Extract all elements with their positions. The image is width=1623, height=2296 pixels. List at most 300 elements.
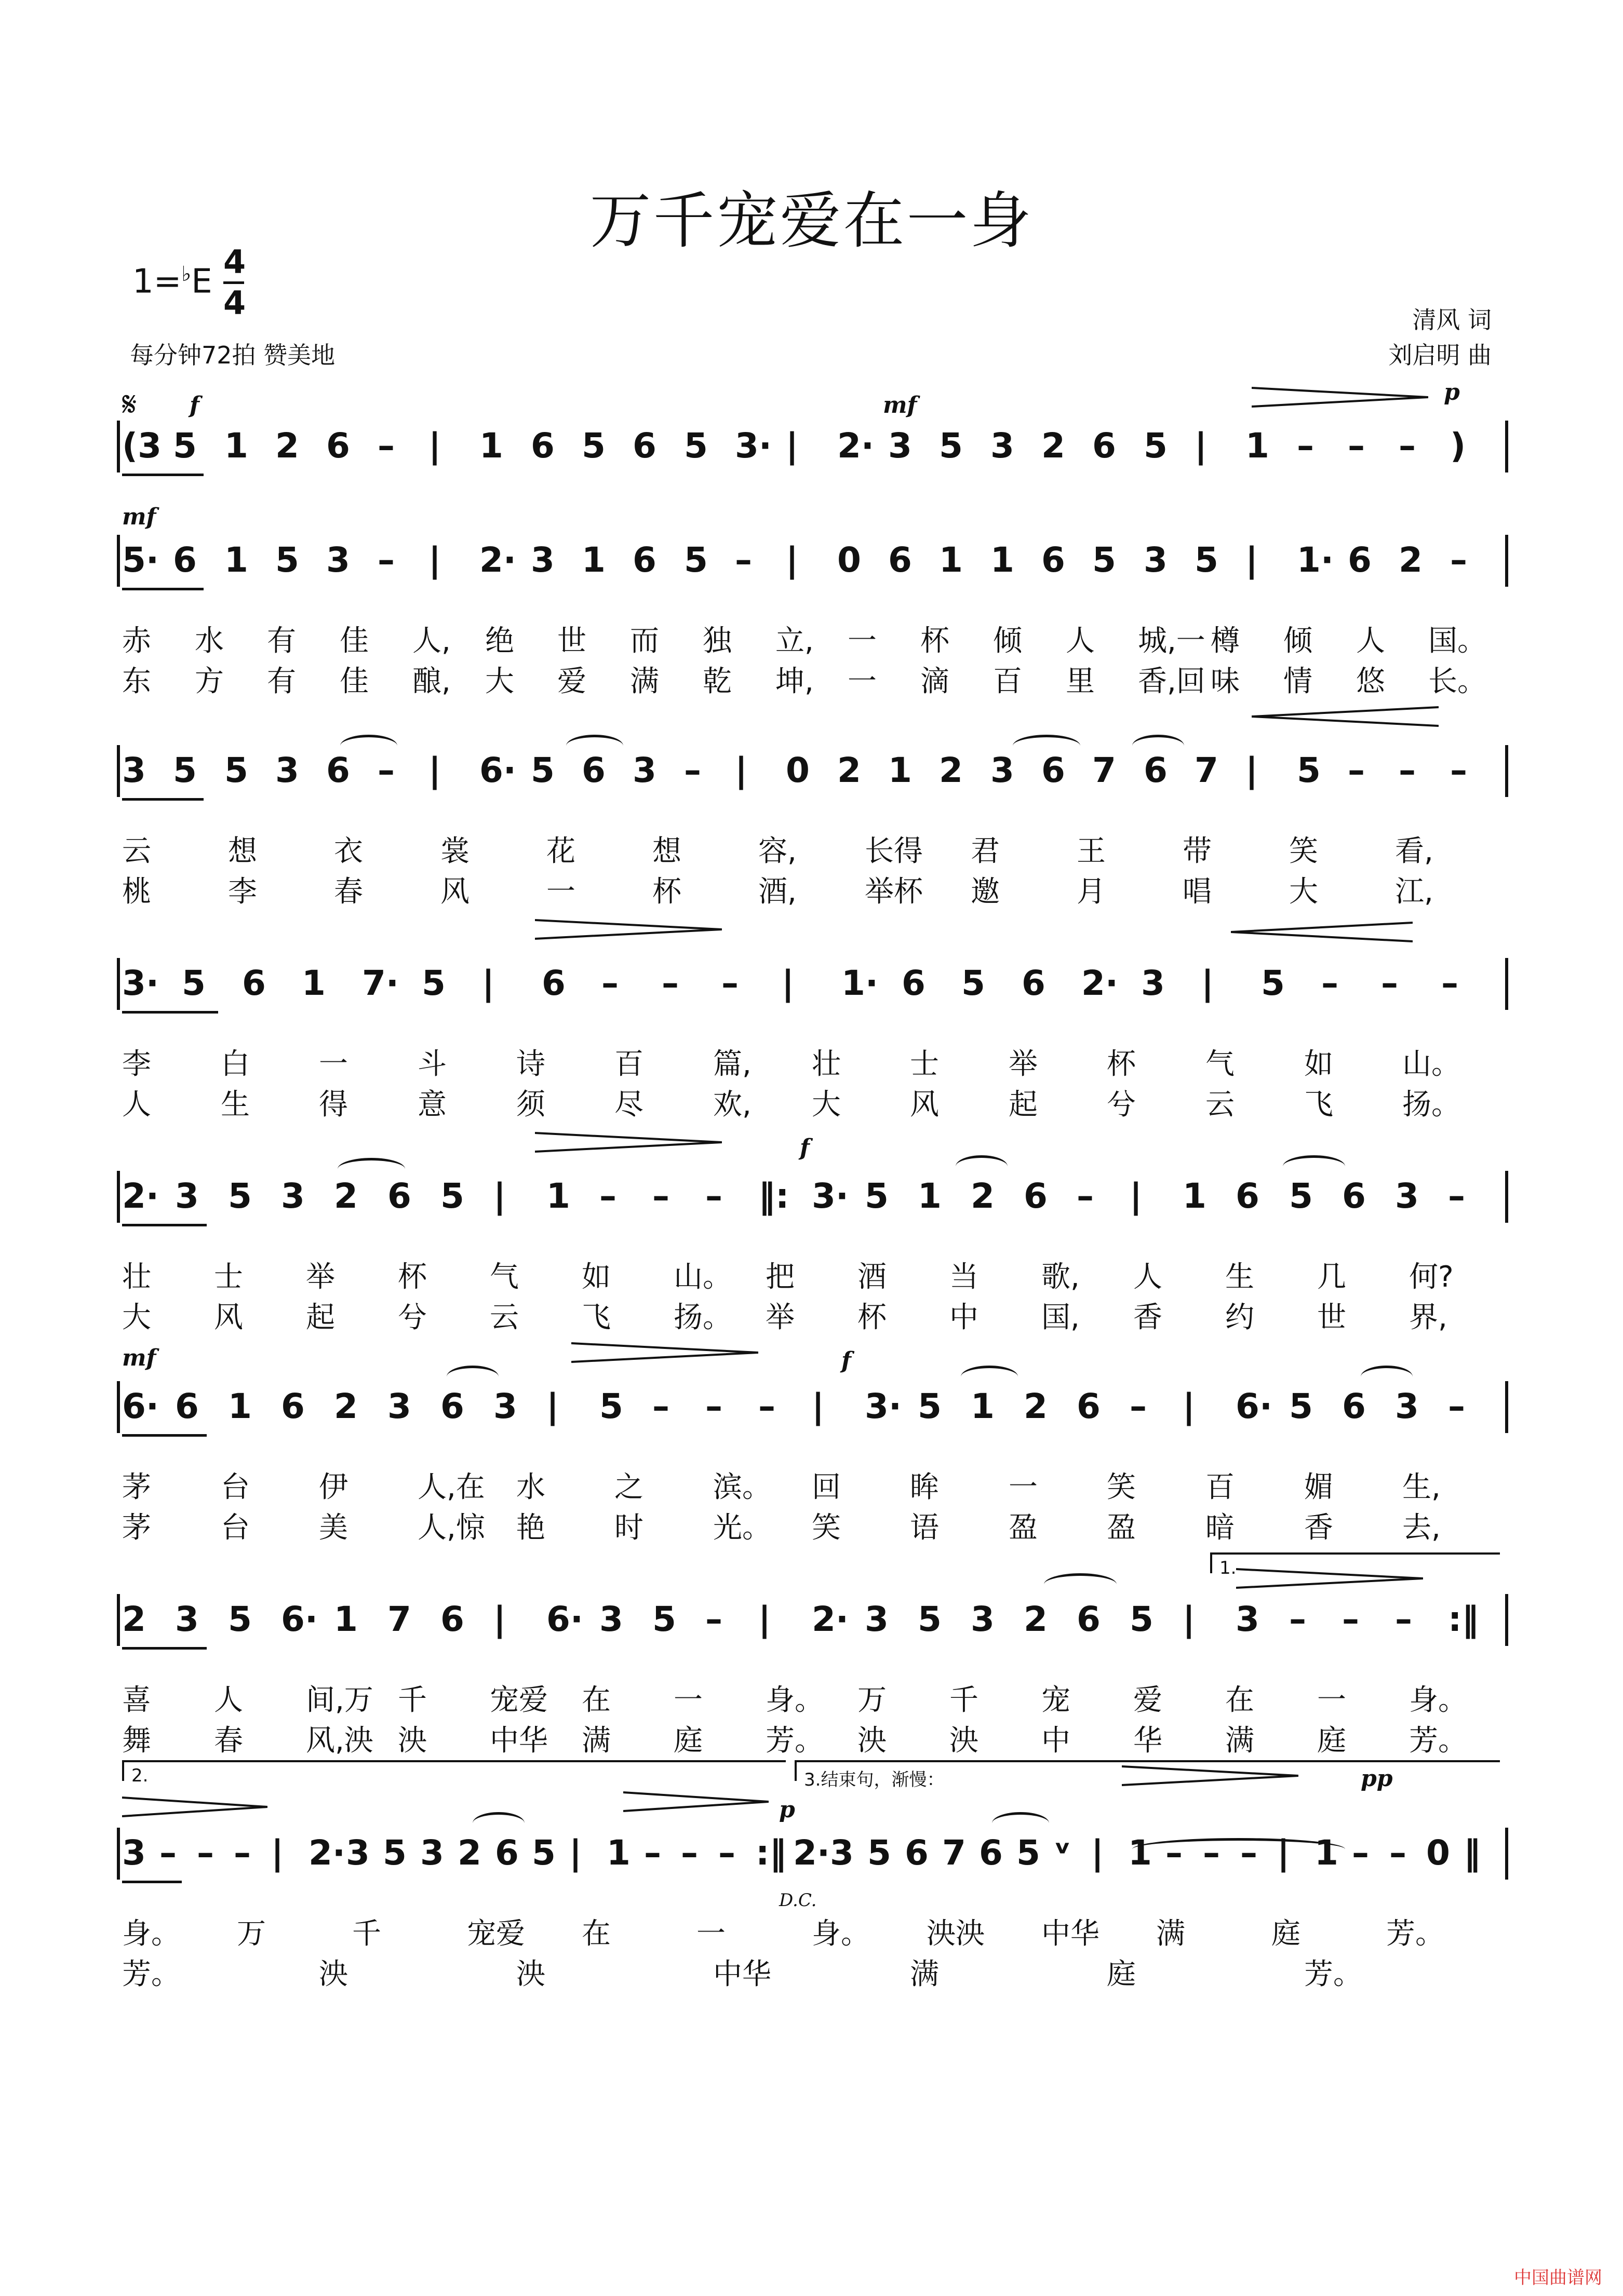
note: 1 [479, 426, 503, 466]
note: – [721, 963, 739, 1003]
barline-right [1505, 421, 1508, 472]
lyric-word: 兮 [1107, 1088, 1136, 1122]
note: 2· [793, 1833, 830, 1873]
lyric-word: 盈 [1107, 1511, 1136, 1545]
note: 2· [308, 1833, 345, 1873]
lyric-word: 千 [398, 1683, 427, 1717]
note: 3 [275, 750, 299, 790]
note: 5 [939, 426, 963, 466]
note: 1 [939, 540, 963, 580]
note: 5 [865, 1176, 889, 1216]
lyric-word: 百 [993, 665, 1022, 698]
barline-right [1505, 1381, 1508, 1433]
lyric-word: 几 [1317, 1260, 1346, 1294]
key-signature: 1=♭E [132, 262, 212, 301]
note: – [684, 750, 701, 790]
note: 5 [1297, 750, 1321, 790]
lyric-word: 起 [1009, 1088, 1038, 1122]
lyric-word: 樽 [1211, 624, 1240, 658]
lyric-word: 坤, [775, 665, 814, 698]
note: 1 [990, 540, 1014, 580]
lyric-word: 城,一 [1138, 624, 1205, 658]
barline: | [493, 1176, 506, 1216]
barline: | [1277, 1833, 1290, 1873]
lyric-word: 媚 [1304, 1470, 1333, 1504]
lyric-word: 人, [412, 624, 451, 658]
score-row [122, 1386, 1501, 1573]
note: 5 [1289, 1176, 1313, 1216]
note: 6 [1342, 1386, 1366, 1426]
lyric-word: 得 [319, 1088, 348, 1122]
note: 6 [905, 1833, 929, 1873]
lyric-word: 赤 [122, 624, 151, 658]
lyric-word: 芳。 [1386, 1917, 1444, 1951]
lyric-word: 杯 [1107, 1047, 1136, 1081]
note: 3 [865, 1599, 889, 1639]
lyric-word: 人 [1356, 624, 1385, 658]
note: – [1077, 1176, 1094, 1216]
lyric-word: 满 [1225, 1724, 1254, 1758]
note: 5 [684, 540, 708, 580]
note: 1 [228, 1386, 252, 1426]
note: 5 [918, 1599, 942, 1639]
lyric-line [122, 1294, 1501, 1334]
note: 0 [1426, 1833, 1450, 1873]
note: – [197, 1833, 214, 1873]
note: 2· [122, 1176, 159, 1216]
note: 6 [175, 1386, 199, 1426]
decrescendo-hairpin [535, 1132, 722, 1153]
page-title: 万千宠爱在一身 [589, 185, 1034, 256]
note: 6 [1077, 1386, 1101, 1426]
note: 3 [175, 1176, 199, 1216]
barline: | [1201, 963, 1214, 1003]
lyric-word: 百 [614, 1047, 643, 1081]
lyric-word: 泱 [319, 1957, 348, 1991]
barline: | [1091, 1833, 1104, 1873]
note: 3 [387, 1386, 411, 1426]
note: 5 [1195, 540, 1218, 580]
lyric-word: 杯 [920, 624, 949, 658]
note: – [1389, 1833, 1406, 1873]
lyric-word: 里 [1066, 665, 1095, 698]
slur-mark [340, 735, 397, 757]
lyric-word: 国。 [1428, 624, 1486, 658]
note: – [1352, 1833, 1369, 1873]
lyric-word: 大 [122, 1301, 151, 1334]
lyric-word: 滨。 [713, 1470, 771, 1504]
note: – [1450, 540, 1467, 580]
note-line [122, 1599, 1501, 1646]
lyric-word: 尽 [614, 1088, 643, 1122]
lyric-word: 满 [910, 1957, 939, 1991]
lyric-word: 人,在 [418, 1470, 485, 1504]
lyric-word: 宠爱 [467, 1917, 525, 1951]
lyric-word: 桃 [122, 875, 151, 909]
barline: :‖ [1448, 1599, 1479, 1639]
note: ᵛ [1054, 1833, 1071, 1873]
note: – [681, 1833, 698, 1873]
note: 3 [599, 1599, 623, 1639]
note: 6 [440, 1386, 464, 1426]
beam-underline [122, 798, 204, 801]
decrescendo-hairpin [1252, 387, 1428, 408]
lyric-word: 万 [237, 1917, 266, 1951]
lyric-word: 东 [122, 665, 151, 698]
note: 3· [735, 426, 772, 466]
lyric-word: 美 [319, 1511, 348, 1545]
lyric-word: 壮 [122, 1260, 151, 1294]
note: 6· [1236, 1386, 1272, 1426]
dynamic-f: f [841, 1347, 851, 1374]
slur-mark [566, 735, 623, 757]
lyric-word: 百 [1205, 1470, 1235, 1504]
note: 1· [1297, 540, 1334, 580]
watermark-logo: 中国曲谱网 [1514, 2267, 1602, 2288]
barline: | [271, 1833, 284, 1873]
note: 5 [275, 540, 299, 580]
note: – [1297, 426, 1314, 466]
lyric-word: 中华 [713, 1957, 771, 1991]
note: – [705, 1386, 722, 1426]
lyric-word: 立, [775, 624, 814, 658]
lyric-word: 芳。 [122, 1957, 180, 1991]
lyric-word: 壮 [812, 1047, 841, 1081]
lyric-word: 独 [703, 624, 732, 658]
barline-right [1505, 1171, 1508, 1223]
note: 6 [582, 750, 606, 790]
lyric-word: 春 [334, 875, 363, 909]
dynamic-mf: mf [122, 1345, 156, 1371]
note: – [652, 1386, 669, 1426]
lyric-word: 盈 [1009, 1511, 1038, 1545]
note-line [122, 750, 1501, 797]
lyric-word: 庭 [1271, 1917, 1300, 1951]
lyric-word: 台 [221, 1511, 250, 1545]
barline: | [428, 426, 441, 466]
lyric-line [122, 1464, 1501, 1504]
lyric-word: 长。 [1428, 665, 1486, 698]
note: (3 [122, 426, 162, 466]
lyric-word: 香,回 [1138, 665, 1205, 698]
lyric-word: 士 [910, 1047, 939, 1081]
score-row [122, 963, 1501, 1150]
lyric-word: 酒, [758, 875, 797, 909]
note: – [378, 750, 395, 790]
note: 2 [458, 1833, 481, 1873]
note: 1 [1183, 1176, 1206, 1216]
note: 6 [495, 1833, 519, 1873]
lyric-line [122, 618, 1501, 658]
lyric-word: 去, [1402, 1511, 1441, 1545]
lyric-word: 想 [652, 834, 681, 868]
lyric-word: 泱 [516, 1957, 545, 1991]
lyric-word: 佳 [340, 624, 369, 658]
lyric-word: 杯 [857, 1301, 887, 1334]
note: 5 [1144, 426, 1168, 466]
note: 5 [1092, 540, 1116, 580]
lyric-word: 身。 [1409, 1683, 1467, 1717]
note: 3 [346, 1833, 370, 1873]
lyric-word: 人 [214, 1683, 243, 1717]
note: 6 [1022, 963, 1045, 1003]
lyric-word: 水 [516, 1470, 545, 1504]
dynamic-p: p [1444, 379, 1460, 406]
lyric-word: 爱 [1133, 1683, 1162, 1717]
note: – [652, 1176, 669, 1216]
lyric-word: 李 [122, 1047, 151, 1081]
barline: | [735, 750, 748, 790]
note: 2 [122, 1599, 146, 1639]
lyric-word: 乾 [703, 665, 732, 698]
crescendo-hairpin [1252, 706, 1439, 727]
lyric-word: 倾 [993, 624, 1022, 658]
barline-left [117, 1594, 120, 1646]
note: 0 [837, 540, 861, 580]
lyric-word: 如 [1304, 1047, 1333, 1081]
barline: | [1130, 1176, 1143, 1216]
note: 6 [633, 540, 656, 580]
lyric-word: 举 [1009, 1047, 1038, 1081]
note: 1 [1315, 1833, 1338, 1873]
note: 3 [633, 750, 656, 790]
note: 1 [302, 963, 326, 1003]
note: 2· [479, 540, 516, 580]
barline: | [1183, 1386, 1196, 1426]
note-line [122, 540, 1501, 587]
lyric-word: 气 [490, 1260, 519, 1294]
lyric-word: 光。 [713, 1511, 771, 1545]
note: 2 [334, 1386, 358, 1426]
note: – [1130, 1386, 1147, 1426]
lyric-word: 之 [614, 1470, 643, 1504]
note: – [1441, 963, 1458, 1003]
lyric-word: 情 [1283, 665, 1312, 698]
note: 1 [971, 1386, 995, 1426]
lyric-word: 容, [758, 834, 797, 868]
note: 5 [1130, 1599, 1153, 1639]
lyric-word: 邀 [971, 875, 1000, 909]
barline-left [117, 1828, 120, 1880]
slur-mark [992, 1812, 1049, 1834]
lyric-word: 须 [516, 1088, 545, 1122]
note: – [662, 963, 679, 1003]
lyric-line [122, 1677, 1501, 1717]
lyric-word: 王 [1077, 834, 1106, 868]
lyric-word: 爱 [557, 665, 586, 698]
lyric-word: 回 [812, 1470, 841, 1504]
lyric-word: 酒 [857, 1260, 887, 1294]
lyric-word: 看, [1395, 834, 1433, 868]
beam-underline [122, 1647, 207, 1650]
note: 7 [1092, 750, 1116, 790]
lyric-word: 方 [195, 665, 224, 698]
note: 3 [1141, 963, 1165, 1003]
lyric-word: 世 [1317, 1301, 1346, 1334]
lyric-word: 味 [1211, 665, 1240, 698]
note: 5 [182, 963, 206, 1003]
slur-mark [1132, 1838, 1345, 1860]
note: 3 [990, 750, 1014, 790]
barline: | [428, 540, 441, 580]
note: – [599, 1176, 616, 1216]
lyric-line [122, 1505, 1501, 1545]
note: 3 [420, 1833, 444, 1873]
barline: | [482, 963, 495, 1003]
lyric-word: 间,万 [306, 1683, 373, 1717]
lyric-word: 有 [267, 624, 296, 658]
lyric-word: 士 [214, 1260, 243, 1294]
note: 3 [1395, 1386, 1419, 1426]
lyric-word: 一 [848, 665, 877, 698]
note: – [1203, 1833, 1220, 1873]
beam-underline [122, 1881, 182, 1883]
lyric-word: 在 [582, 1683, 611, 1717]
lyric-word: 歌, [1041, 1260, 1080, 1294]
note: 7· [362, 963, 399, 1003]
note: 6 [440, 1599, 464, 1639]
lyric-word: 想 [228, 834, 257, 868]
note: 3 [1236, 1599, 1259, 1639]
note: 5 [173, 426, 197, 466]
lyric-word: 满 [582, 1724, 611, 1758]
note: 6 [1236, 1176, 1259, 1216]
lyric-word: 春 [214, 1724, 243, 1758]
lyric-word: 唱 [1183, 875, 1212, 909]
note: 6· [281, 1599, 318, 1639]
lyric-word: 月 [1077, 875, 1106, 909]
lyric-word: 芳。 [1304, 1957, 1362, 1991]
note: 5 [531, 750, 555, 790]
note: 5 [684, 426, 708, 466]
lyric-word: 笑 [1289, 834, 1318, 868]
lyric-word: 泱 [857, 1724, 887, 1758]
beam-underline [122, 1011, 218, 1014]
note: 3 [971, 1599, 995, 1639]
lyric-word: 衣 [334, 834, 363, 868]
note: – [1348, 426, 1365, 466]
lyric-word: 艳 [516, 1511, 545, 1545]
slur-mark [1013, 735, 1080, 757]
note: – [718, 1833, 735, 1873]
barline: | [1245, 540, 1258, 580]
lyric-word: 芳。 [766, 1724, 824, 1758]
lyric-word: 香 [1133, 1301, 1162, 1334]
lyric-word: 喜 [122, 1683, 151, 1717]
time-signature: 4 4 [223, 243, 246, 322]
lyric-word: 满 [630, 665, 659, 698]
barline: | [546, 1386, 559, 1426]
note: 5 [961, 963, 985, 1003]
lyric-word: 一 [1009, 1470, 1038, 1504]
barline: | [493, 1599, 506, 1639]
lyric-word: 气 [1205, 1047, 1235, 1081]
note: – [1240, 1833, 1257, 1873]
lyric-word: 身。 [766, 1683, 824, 1717]
volta-bracket-1: 1. [1210, 1552, 1500, 1573]
lyric-word: 大 [1289, 875, 1318, 909]
note: 3 [888, 426, 912, 466]
note: 6 [1144, 750, 1168, 790]
lyric-word: 茅 [122, 1511, 151, 1545]
decrescendo-hairpin [122, 1797, 267, 1817]
lyric-word: 扬。 [674, 1301, 732, 1334]
note: 6 [281, 1386, 305, 1426]
barline-right [1505, 535, 1508, 587]
note: 6 [1348, 540, 1372, 580]
lyric-word: 举 [766, 1301, 795, 1334]
note: 5 [1016, 1833, 1040, 1873]
lyric-word: 酿, [412, 665, 451, 698]
note: 3 [990, 426, 1014, 466]
slur-mark [961, 1366, 1018, 1388]
lyric-word: 飞 [582, 1301, 611, 1334]
note: 1 [607, 1833, 631, 1873]
barline: | [782, 963, 795, 1003]
lyric-word: 意 [418, 1088, 447, 1122]
lyric-word: 大 [485, 665, 514, 698]
lyric-word: 滴 [920, 665, 949, 698]
lyric-word: 时 [614, 1511, 643, 1545]
note: 7 [942, 1833, 966, 1873]
note: 6 [1342, 1176, 1366, 1216]
note: 5 [228, 1176, 252, 1216]
lyric-word: 香 [1304, 1511, 1333, 1545]
decrescendo-hairpin [623, 1791, 769, 1812]
note: 3 [122, 1833, 146, 1873]
note: ) [1450, 426, 1466, 466]
note: 1 [582, 540, 606, 580]
lyric-word: 大 [812, 1088, 841, 1122]
dynamic-f: f [190, 392, 199, 418]
note: – [1289, 1599, 1306, 1639]
note: 6 [1024, 1176, 1048, 1216]
note: – [1448, 1176, 1465, 1216]
lyric-word: 一 [696, 1917, 726, 1951]
note: 6 [633, 426, 656, 466]
lyric-word: 台 [221, 1470, 250, 1504]
lyric-word: 云 [1205, 1088, 1235, 1122]
lyric-word: 千 [949, 1683, 978, 1717]
lyric-word: 语 [910, 1511, 939, 1545]
lyric-word: 山。 [674, 1260, 732, 1294]
note: 6 [542, 963, 566, 1003]
slur-mark [956, 1155, 1008, 1178]
lyric-word: 绝 [485, 624, 514, 658]
note: 2 [939, 750, 963, 790]
score-row [122, 1176, 1501, 1363]
barline: ‖: [758, 1176, 789, 1216]
decrescendo-hairpin [571, 1342, 758, 1363]
note: 7 [387, 1599, 411, 1639]
lyric-word: 身。 [812, 1917, 870, 1951]
beam-underline [122, 1224, 207, 1226]
note: – [1342, 1599, 1359, 1639]
note: 1 [1245, 426, 1269, 466]
note: – [705, 1176, 722, 1216]
lyric-word: 身。 [122, 1917, 180, 1951]
lyric-word: 生 [1225, 1260, 1254, 1294]
volta-bracket-3: 3.结束句，渐慢： [795, 1760, 1500, 1781]
lyric-word: 佳 [340, 665, 369, 698]
note: 1 [224, 540, 248, 580]
lyric-word: 舞 [122, 1724, 151, 1758]
note: 2 [275, 426, 299, 466]
note: 6 [326, 750, 350, 790]
note: 1 [888, 750, 912, 790]
lyric-word: 国, [1041, 1301, 1080, 1334]
beam-underline [122, 1434, 207, 1437]
